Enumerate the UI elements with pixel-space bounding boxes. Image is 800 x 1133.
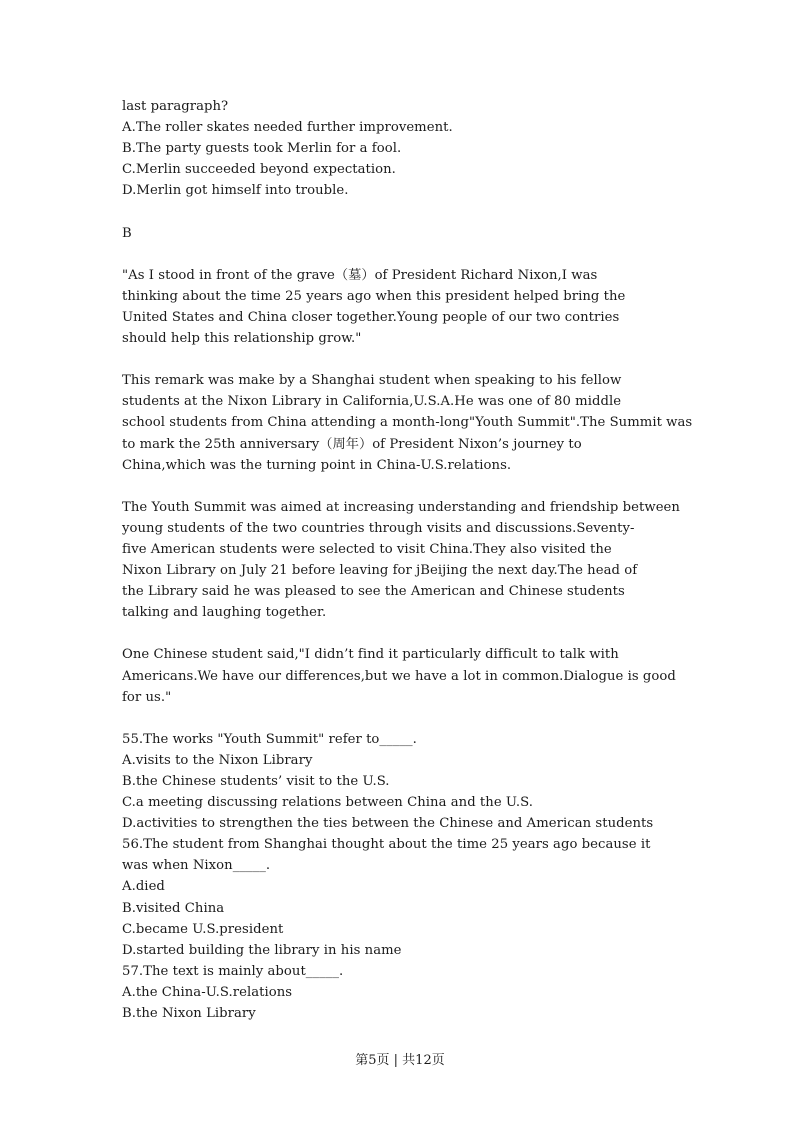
option-c: C.became U.S.president (122, 921, 284, 937)
page-footer: 第5页 | 共12页 (355, 1053, 445, 1068)
passage-paragraph-1 (122, 265, 692, 349)
passage-paragraph-3 (122, 497, 692, 624)
paragraph-line: "As I stood in front of the grave（墓）of President Richard Nixon,I was (122, 267, 598, 283)
option-b: B.the Nixon Library (122, 1006, 256, 1022)
question-57 (122, 961, 692, 1024)
question-stem: 56.The student from Shanghai thought about the time 25 years ago because it (122, 837, 651, 853)
paragraph-line: thinking about the time 25 years ago when this president helped bring the (122, 288, 626, 304)
question-stem: was when Nixon_____. (122, 858, 271, 874)
option-d: D.Merlin got himself into trouble. (122, 183, 349, 199)
option-d: D.started building the library in his name (122, 942, 402, 958)
paragraph-line: students at the Nixon Library in California,U.S.A.He was one of 80 middle (122, 394, 622, 410)
option-a: A.visits to the Nixon Library (122, 752, 313, 768)
option-c: C.a meeting discussing relations between China and the U.S. (122, 795, 533, 811)
question-56 (122, 834, 692, 961)
option-a: A.died (122, 879, 165, 895)
passage-paragraph-2 (122, 370, 692, 475)
paragraph-line: Nixon Library on July 21 before leaving for jBeijing the next day.The head of (122, 563, 638, 579)
paragraph-line: school students from China attending a month-long"Youth Summit".The Summit was (122, 415, 693, 431)
paragraph-line: One Chinese student said,"I didn’t find it particularly difficult to talk with (122, 647, 619, 663)
paragraph-line: This remark was make by a Shanghai student when speaking to his fellow (122, 373, 622, 389)
question-stem: last paragraph? (122, 99, 229, 114)
question-stem: 55.The works "Youth Summit" refer to_____. (122, 731, 417, 747)
option-b: B.visited China (122, 900, 225, 916)
paragraph-line: Americans.We have our differences,but we have a lot in common.Dialogue is good (122, 668, 676, 684)
option-c: C.Merlin succeeded beyond expectation. (122, 162, 396, 178)
passage-paragraph-4 (122, 644, 692, 707)
paragraph-line: The Youth Summit was aimed at increasing understanding and friendship between (122, 499, 680, 515)
question-stem: 57.The text is mainly about_____. (122, 963, 344, 979)
option-b: B.the Chinese students’ visit to the U.S. (122, 774, 390, 789)
option-a: A.The roller skates needed further improvement. (122, 120, 453, 136)
paragraph-line: for us." (122, 689, 172, 705)
section-label: B (122, 225, 132, 241)
paragraph-line: talking and laughing together. (122, 605, 327, 621)
option-d: D.activities to strengthen the ties between the Chinese and American students (122, 816, 654, 832)
question-55 (122, 729, 692, 834)
paragraph-line: China,which was the turning point in China-U.S.relations. (122, 457, 512, 473)
question-54-tail (122, 96, 692, 201)
document-page (122, 96, 692, 1024)
option-a: A.the China-U.S.relations (122, 984, 293, 1000)
paragraph-line: young students of the two countries through visits and discussions.Seventy- (122, 520, 635, 536)
paragraph-line: should help this relationship grow." (122, 331, 362, 347)
option-b: B.The party guests took Merlin for a fool. (122, 141, 402, 157)
paragraph-line: the Library said he was pleased to see the American and Chinese students (122, 584, 625, 600)
paragraph-line: United States and China closer together.Young people of our two contries (122, 309, 620, 325)
paragraph-line: five American students were selected to visit China.They also visited the (122, 541, 612, 557)
paragraph-line: to mark the 25th anniversary（周年）of President Nixon’s journey to (122, 436, 582, 452)
